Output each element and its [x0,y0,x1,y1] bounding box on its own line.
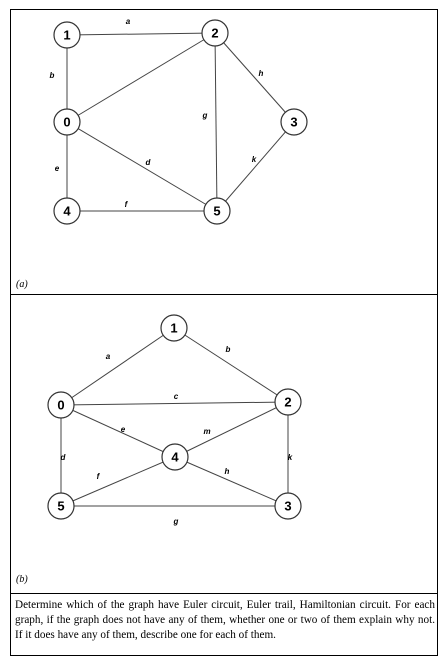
graph-b-vertex-label-5: 5 [57,498,65,514]
graph-b-edge-label-m: m [203,427,211,437]
graph-a-vertex-label-2: 2 [211,25,219,41]
question-text: Determine which of the graph have Euler circuit, Euler trail, Hamiltonian circuit. For each graph, if the graph does not have any of them, whether one or two of them explain why not. If it does have any of them, describe one for each of them. [15,599,435,641]
graph-a-edge-label-f: f [124,200,128,210]
graph-b-edge-0-4 [61,405,175,457]
divider-a-b [10,294,438,295]
graph-b-edge-label-c: c [173,392,179,402]
graph-b-vertex-label-4: 4 [171,449,179,465]
graph-b-edge-label-a: a [105,352,111,362]
graph-b-vertex-label-1: 1 [170,320,178,336]
graph-a-vertex-label-5: 5 [213,203,221,219]
graph-b-edge-label-g: g [173,517,179,527]
graph-b-edge-label-h: h [224,467,230,477]
graph-b-caption: (b) [16,574,28,585]
graph-a [0,0,448,280]
graph-a-edge-label-g: g [202,111,208,121]
graph-a-edge-label-e: e [54,164,60,174]
graph-b-vertex-label-3: 3 [284,498,292,514]
graph-b-edge-label-f: f [96,472,100,482]
graph-b-edge-5-4 [61,457,175,506]
graph-b-edge-label-b: b [225,345,231,355]
graph-b-edge-label-d: d [60,453,66,463]
graph-b-edge-4-2 [175,402,288,457]
graph-b-edge-0-1 [61,328,174,405]
graph-a-vertex-label-1: 1 [63,27,71,43]
graph-a-edge-1-2 [67,33,215,35]
graph-a-edge-label-k: k [251,155,257,165]
graph-a-edge-label-d: d [145,158,151,168]
graph-a-edge-3-5 [217,122,294,211]
graph-a-edge-label-h: h [258,69,264,79]
graph-a-edge-0-5 [67,122,217,211]
graph-a-edge-label-b: b [49,71,55,81]
graph-a-caption: (a) [16,279,28,290]
graph-b-edge-1-2 [174,328,288,402]
graph-a-edge-2-5 [215,33,217,211]
graph-b-vertex-label-2: 2 [284,394,292,410]
graph-a-vertex-label-4: 4 [63,203,71,219]
graph-a-edge-2-3 [215,33,294,122]
graph-a-vertex-label-3: 3 [290,114,298,130]
divider-b-question [10,593,438,594]
graph-a-edge-0-2 [67,33,215,122]
graph-b-vertex-label-0: 0 [57,397,65,413]
graph-b-edge-label-k: k [287,453,293,463]
graph-a-vertex-label-0: 0 [63,114,71,130]
graph-b [0,300,448,540]
graph-b-edge-0-2 [61,402,288,405]
graph-b-edge-label-e: e [120,425,126,435]
graph-a-edge-label-a: a [125,17,131,27]
graph-b-edge-4-3 [175,457,288,506]
